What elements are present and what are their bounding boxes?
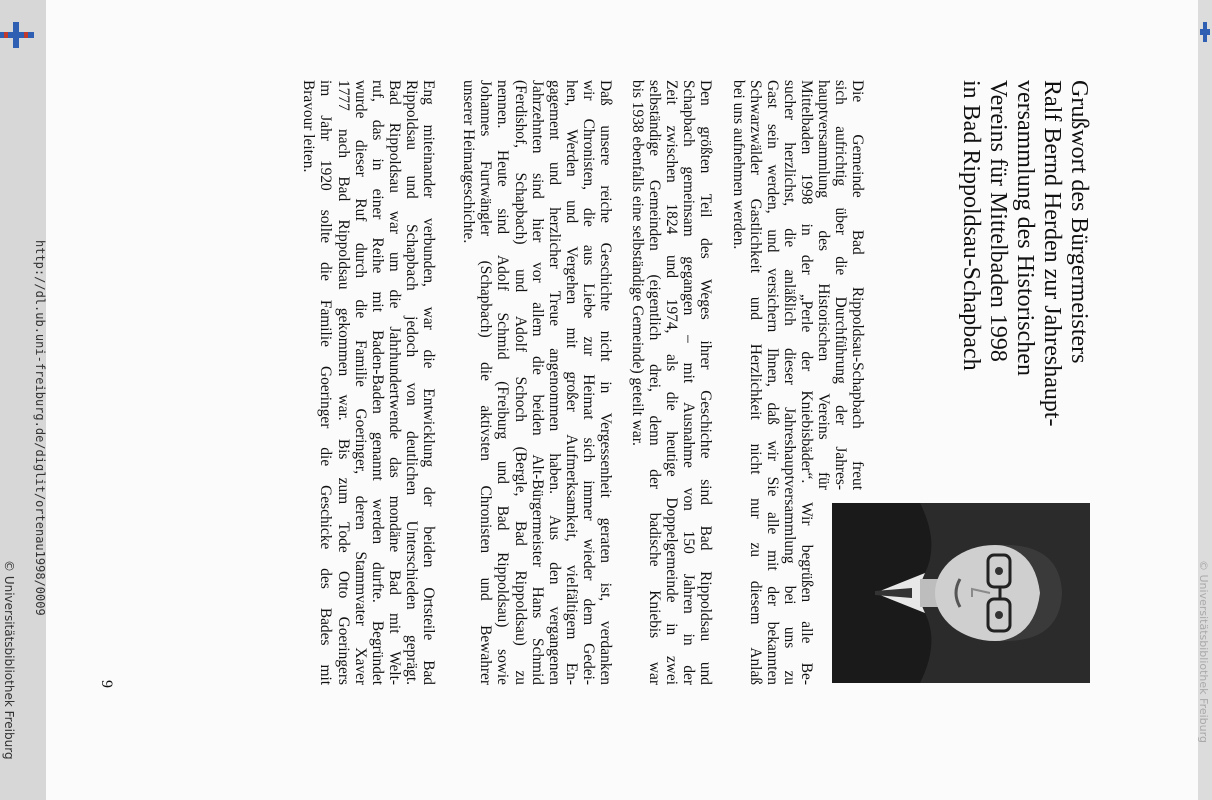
paragraph-chroniclers — [460, 80, 614, 685]
paragraph-intro-wide — [730, 80, 815, 685]
watermark-url[interactable]: http://dl.ub.uni-freiburg.de/diglit/ortenau1998/0009 — [33, 240, 47, 616]
text-line: Mittelbaden 1998 in der „Perle der Kniebisbäder“. Wir begrüßen alle Be- — [798, 80, 815, 685]
text-line: Eng miteinander verbunden, war die Entwicklung der beiden Ortsteile Bad — [420, 80, 437, 685]
mayor-portrait-photo — [832, 503, 1090, 683]
text-line: bis 1938 ebenfalls eine selbständige Gemeinde) geteilt war. — [628, 80, 646, 446]
text-line: bei uns aufnehmen werden. — [729, 80, 747, 250]
title-line: in Bad Rippoldsau-Schapbach — [958, 80, 984, 371]
text-line: unserer Heimatgeschichte. — [460, 80, 478, 244]
text-line: hauptversammlung des Historischen Vereins für — [814, 80, 832, 490]
text-line: Den größten Teil des Weges ihrer Geschichte sind Bad Rippoldsau und — [697, 80, 714, 685]
page-number: 9 — [98, 680, 115, 688]
text-line: Gast sein werden, und versichern Ihnen, daß wir Sie alle mit der bekannten — [763, 80, 781, 685]
text-line: Rippoldsau und Schapbach jedoch von deutlichen Unterschieden geprägt. — [402, 80, 420, 685]
text-line: im Jahr 1920 sollte die Familie Goeringer die Geschicke des Bades mit — [317, 80, 335, 685]
text-line: hen, Werden und Vergehen mit großer Aufmerksamkeit, vielfältigem En- — [562, 80, 580, 685]
title-line: versammlung des Historischen — [1012, 80, 1038, 376]
text-line: sich aufrichtig über die Durchführung der Jahres- — [831, 80, 849, 490]
text-line: Bravour leiten. — [300, 80, 318, 173]
text-line: Jahrzehnten sind hier vor allem die beiden Alt-Bürgermeister Hans Schmid — [528, 80, 546, 685]
text-line: 1777 nach Bad Rippoldsau gekommen war. Bis zum Tode Otto Goeringers — [334, 80, 352, 685]
text-line: Die Gemeinde Bad Rippoldsau-Schapbach freut — [849, 80, 866, 490]
portrait-person-icon — [832, 503, 1090, 683]
watermark-owner: © Universitätsbibliothek Freiburg — [2, 560, 16, 760]
text-line: Bad Rippoldsau war um die Jahrhundertwende das mondäne Bad mit Welt- — [385, 80, 403, 685]
paragraph-development — [300, 80, 437, 685]
text-line: wir Chronisten, die aus Liebe zur Heimat sich immer wieder dem Gedei- — [579, 80, 597, 685]
paragraph-intro-narrow — [815, 80, 866, 490]
text-line: Schwarzwälder Gastlichkeit und Herzlichkeit nicht nur zu diesem Anlaß — [746, 80, 764, 685]
paragraph-history — [629, 80, 714, 685]
text-line: Schapbach gemeinsam gegangen – mit Ausnahme von 150 Jahren in der — [679, 80, 697, 685]
text-line: selbständige Gemeinden (eigentlich drei, denn der badische Kniebis war — [645, 80, 663, 685]
text-line: Johannes Furtwängler (Schapbach) die aktivsten Chronisten und Bewahrer — [477, 80, 495, 685]
text-line: sucher herzlichst, die anläßlich dieser Jahreshauptversammlung bei uns zu — [780, 80, 798, 685]
watermark-top-fragment: © Universitätsbibliothek Freiburg — [1197, 560, 1210, 743]
text-line: wurde dieser Ruf durch die Familie Goeringer, deren Stammvater Xaver — [351, 80, 369, 685]
text-line: ruf, das in einer Reihe mit Baden-Baden genannt werden durfte. Begründet — [368, 80, 386, 685]
text-line: gagement und herzlicher Treue angenommen haben. Aus den vergangenen — [545, 80, 563, 685]
text-line: Zeit zwischen 1824 und 1974, als die heutige Doppelgemeinde in zwei — [662, 80, 680, 685]
text-line: nennen. Heute sind Adolf Schmid (Freiburg und Bad Rippoldsau) sowie — [494, 80, 512, 685]
title-line: Vereins für Mittelbaden 1998 — [985, 80, 1011, 362]
text-line: Daß unsere reiche Geschichte nicht in Vergessenheit geraten ist, verdanken — [597, 80, 614, 685]
title-line: Grußwort des Bürgermeisters — [1066, 80, 1092, 364]
title-line: Ralf Bernd Herden zur Jahreshaupt- — [1039, 80, 1065, 427]
text-line: (Ferdishof, Schapbach) und Adolf Schoch (Bergle, Bad Rippoldsau) zu — [511, 80, 529, 685]
